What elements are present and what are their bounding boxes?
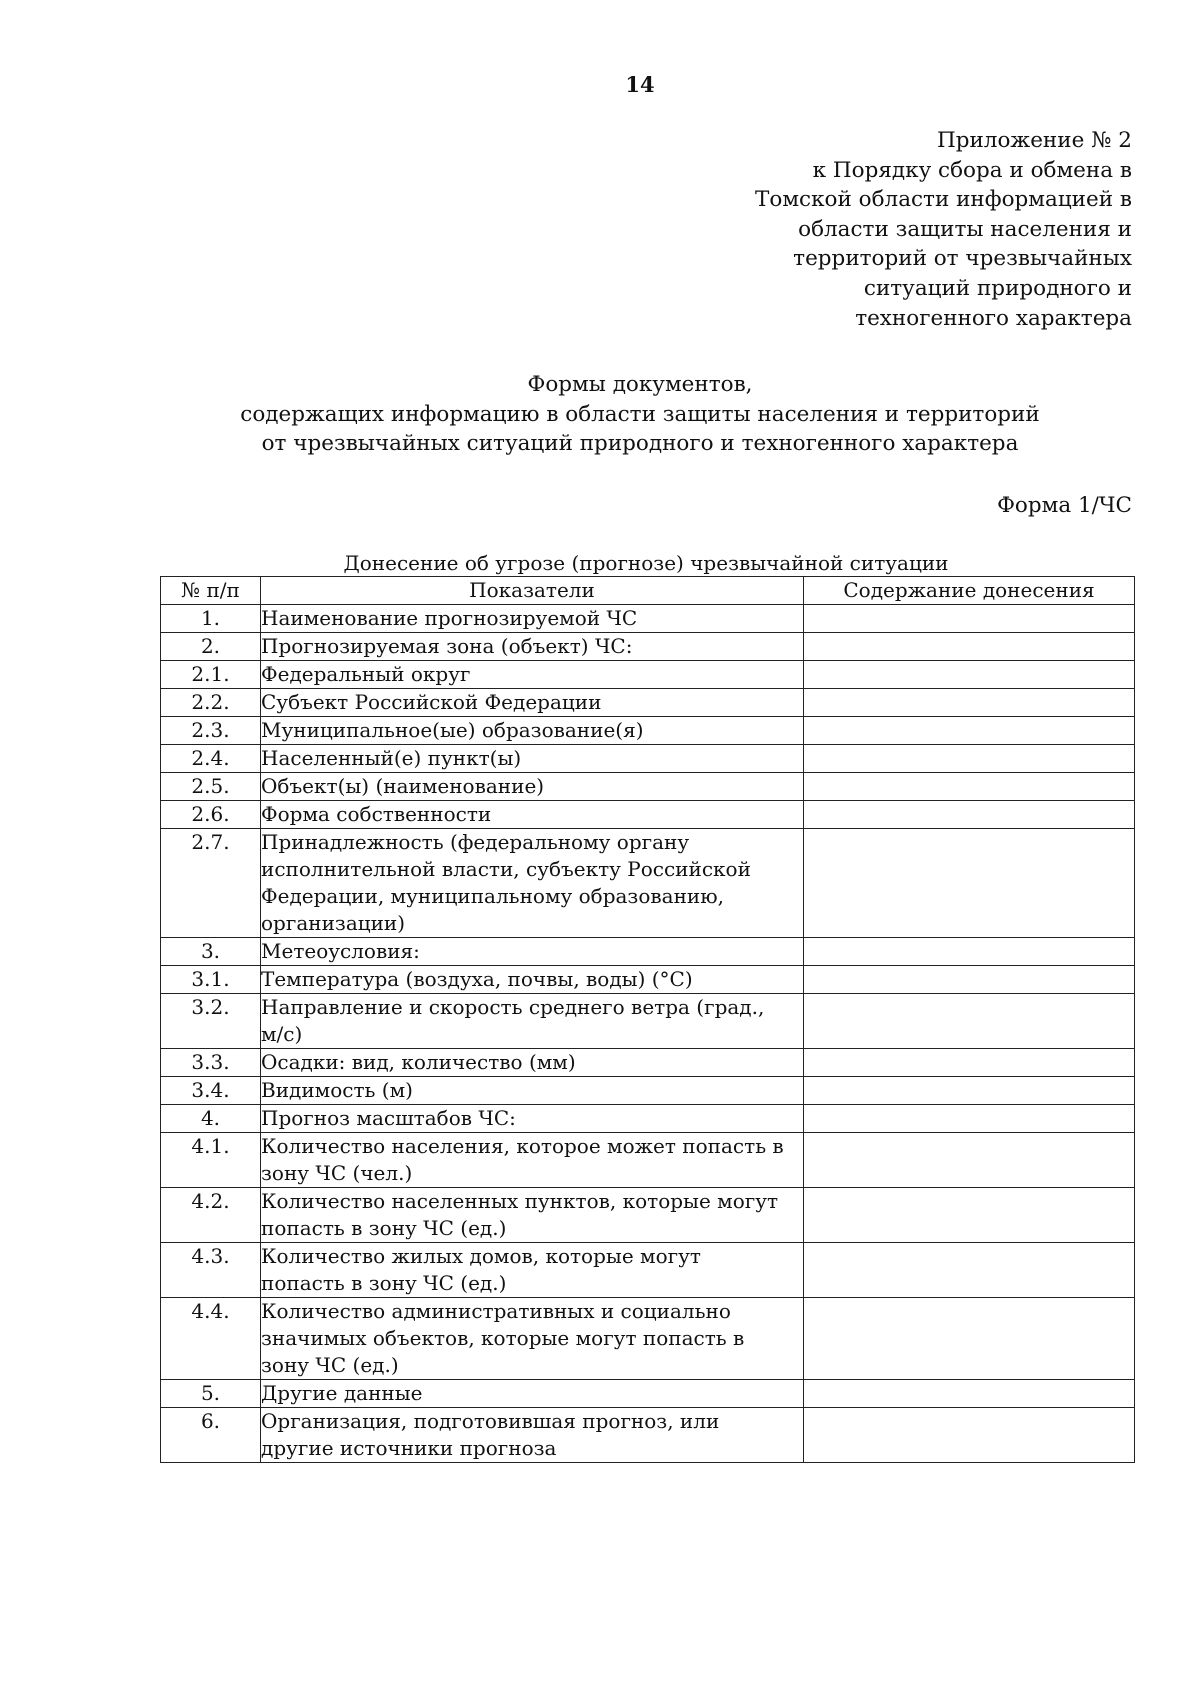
row-content-cell xyxy=(804,717,1135,745)
table-row xyxy=(161,605,1135,633)
appendix-line: области защиты населения и xyxy=(798,216,1132,242)
table-row xyxy=(161,773,1135,801)
row-content-cell xyxy=(804,1077,1135,1105)
row-content-cell xyxy=(804,1380,1135,1408)
row-indicator xyxy=(261,938,804,966)
indicator-line: Видимость (м) xyxy=(261,1078,413,1102)
row-content-cell xyxy=(804,829,1135,938)
indicator-line: м/с) xyxy=(261,1022,303,1046)
table-row xyxy=(161,1049,1135,1077)
table-row xyxy=(161,966,1135,994)
row-indicator xyxy=(261,994,804,1049)
indicator-line: исполнительной власти, субъекту Российской xyxy=(261,857,751,881)
row-indicator xyxy=(261,661,804,689)
row-indicator xyxy=(261,1243,804,1298)
row-indicator xyxy=(261,1298,804,1380)
indicator-line: Объект(ы) (наименование) xyxy=(261,774,545,798)
forms-title-line: от чрезвычайных ситуаций природного и техногенного характера xyxy=(261,431,1019,457)
table-row xyxy=(161,801,1135,829)
row-content-cell xyxy=(804,938,1135,966)
indicator-line: Федерации, муниципальному образованию, xyxy=(261,884,724,908)
appendix-line: Приложение № 2 xyxy=(936,128,1132,153)
indicator-line: Принадлежность (федеральному органу xyxy=(261,830,690,854)
header-indicators: Показатели xyxy=(261,577,804,605)
row-indicator xyxy=(261,1408,804,1463)
row-number: 3. xyxy=(161,938,261,966)
row-number: 3.3. xyxy=(161,1049,261,1077)
indicator-line: Другие данные xyxy=(261,1381,423,1405)
row-number: 5. xyxy=(161,1380,261,1408)
row-number: 2.1. xyxy=(161,661,261,689)
row-content-cell xyxy=(804,633,1135,661)
indicator-line: Прогноз масштабов ЧС: xyxy=(261,1106,516,1130)
row-number: 2.6. xyxy=(161,801,261,829)
row-content-cell xyxy=(804,994,1135,1049)
report-table xyxy=(160,576,1135,1463)
table-row xyxy=(161,689,1135,717)
table-row xyxy=(161,1105,1135,1133)
row-content-cell xyxy=(804,1133,1135,1188)
row-indicator xyxy=(261,966,804,994)
indicator-line: Направление и скорость среднего ветра (град., xyxy=(261,995,765,1019)
table-row xyxy=(161,1298,1135,1380)
indicator-line: значимых объектов, которые могут попасть в xyxy=(261,1326,745,1350)
row-content-cell xyxy=(804,773,1135,801)
indicator-line: Количество населенных пунктов, которые могут xyxy=(261,1189,779,1213)
indicator-line: Температура (воздуха, почвы, воды) (°С) xyxy=(261,967,693,991)
indicator-line: попасть в зону ЧС (ед.) xyxy=(261,1271,507,1295)
table-row xyxy=(161,1133,1135,1188)
row-number: 1. xyxy=(161,605,261,633)
row-indicator xyxy=(261,1105,804,1133)
appendix-line: техногенного характера xyxy=(855,305,1132,331)
row-indicator xyxy=(261,773,804,801)
row-indicator xyxy=(261,717,804,745)
indicator-line: зону ЧС (ед.) xyxy=(261,1353,399,1377)
row-indicator xyxy=(261,1380,804,1408)
header-content: Содержание донесения xyxy=(804,577,1135,605)
row-number: 4. xyxy=(161,1105,261,1133)
table-row xyxy=(161,1408,1135,1463)
row-number: 4.3. xyxy=(161,1243,261,1298)
row-number: 2.4. xyxy=(161,745,261,773)
row-content-cell xyxy=(804,689,1135,717)
row-number: 2.7. xyxy=(161,829,261,938)
table-row xyxy=(161,661,1135,689)
indicator-line: Количество административных и социально xyxy=(261,1299,731,1323)
row-content-cell xyxy=(804,745,1135,773)
row-number: 3.2. xyxy=(161,994,261,1049)
indicator-line: Количество жилых домов, которые могут xyxy=(261,1244,701,1268)
appendix-line: ситуаций природного и xyxy=(863,275,1132,301)
row-content-cell xyxy=(804,1105,1135,1133)
table-row xyxy=(161,633,1135,661)
row-number: 2.2. xyxy=(161,689,261,717)
row-indicator xyxy=(261,829,804,938)
indicator-line: Прогнозируемая зона (объект) ЧС: xyxy=(261,634,633,658)
row-content-cell xyxy=(804,1188,1135,1243)
appendix-line: Томской области информацией в xyxy=(755,187,1132,213)
row-content-cell xyxy=(804,661,1135,689)
table-row xyxy=(161,994,1135,1049)
table-row xyxy=(161,1380,1135,1408)
indicator-line: Организация, подготовившая прогноз, или xyxy=(261,1409,720,1433)
table-row xyxy=(161,938,1135,966)
indicator-line: Населенный(е) пункт(ы) xyxy=(261,746,522,770)
indicator-line: Федеральный округ xyxy=(261,662,471,686)
indicator-line: Осадки: вид, количество (мм) xyxy=(261,1050,576,1074)
indicator-line: Количество населения, которое может попасть в xyxy=(261,1134,784,1158)
indicator-line: другие источники прогноза xyxy=(261,1436,557,1460)
row-indicator xyxy=(261,633,804,661)
indicator-line: зону ЧС (чел.) xyxy=(261,1161,413,1185)
table-row xyxy=(161,745,1135,773)
row-indicator xyxy=(261,801,804,829)
page-number: 14 xyxy=(625,72,655,97)
row-indicator xyxy=(261,1133,804,1188)
appendix-line: территорий от чрезвычайных xyxy=(793,246,1132,272)
row-content-cell xyxy=(804,966,1135,994)
row-number: 2.3. xyxy=(161,717,261,745)
table-row xyxy=(161,829,1135,938)
table-row xyxy=(161,1077,1135,1105)
indicator-line: Форма собственности xyxy=(261,802,492,826)
indicator-line: организации) xyxy=(261,911,406,935)
form-label: Форма 1/ЧС xyxy=(997,493,1132,518)
row-number: 3.1. xyxy=(161,966,261,994)
indicator-line: попасть в зону ЧС (ед.) xyxy=(261,1216,507,1240)
indicator-line: Метеоусловия: xyxy=(261,939,420,963)
row-number: 2.5. xyxy=(161,773,261,801)
row-content-cell xyxy=(804,1049,1135,1077)
forms-title-line: содержащих информацию в области защиты населения и территорий xyxy=(240,401,1040,427)
row-content-cell xyxy=(804,605,1135,633)
table-header-row xyxy=(161,577,1135,605)
row-number: 2. xyxy=(161,633,261,661)
row-content-cell xyxy=(804,1408,1135,1463)
row-indicator xyxy=(261,605,804,633)
row-number: 4.2. xyxy=(161,1188,261,1243)
forms-title xyxy=(200,370,1080,459)
table-row xyxy=(161,717,1135,745)
row-indicator xyxy=(261,1049,804,1077)
indicator-line: Субъект Российской Федерации xyxy=(261,690,602,714)
table-row xyxy=(161,1243,1135,1298)
row-indicator xyxy=(261,1188,804,1243)
row-indicator xyxy=(261,689,804,717)
row-number: 4.1. xyxy=(161,1133,261,1188)
row-indicator xyxy=(261,745,804,773)
row-number: 6. xyxy=(161,1408,261,1463)
indicator-line: Муниципальное(ые) образование(я) xyxy=(261,718,644,742)
appendix-line: к Порядку сбора и обмена в xyxy=(812,157,1132,183)
row-number: 4.4. xyxy=(161,1298,261,1380)
row-content-cell xyxy=(804,1298,1135,1380)
appendix-heading xyxy=(652,126,1132,333)
row-content-cell xyxy=(804,1243,1135,1298)
forms-title-line: Формы документов, xyxy=(527,372,753,397)
row-content-cell xyxy=(804,801,1135,829)
row-indicator xyxy=(261,1077,804,1105)
table-caption: Донесение об угрозе (прогнозе) чрезвычайной ситуации xyxy=(343,551,949,575)
row-number: 3.4. xyxy=(161,1077,261,1105)
header-number: № п/п xyxy=(161,577,261,605)
indicator-line: Наименование прогнозируемой ЧС xyxy=(261,606,638,630)
table-row xyxy=(161,1188,1135,1243)
